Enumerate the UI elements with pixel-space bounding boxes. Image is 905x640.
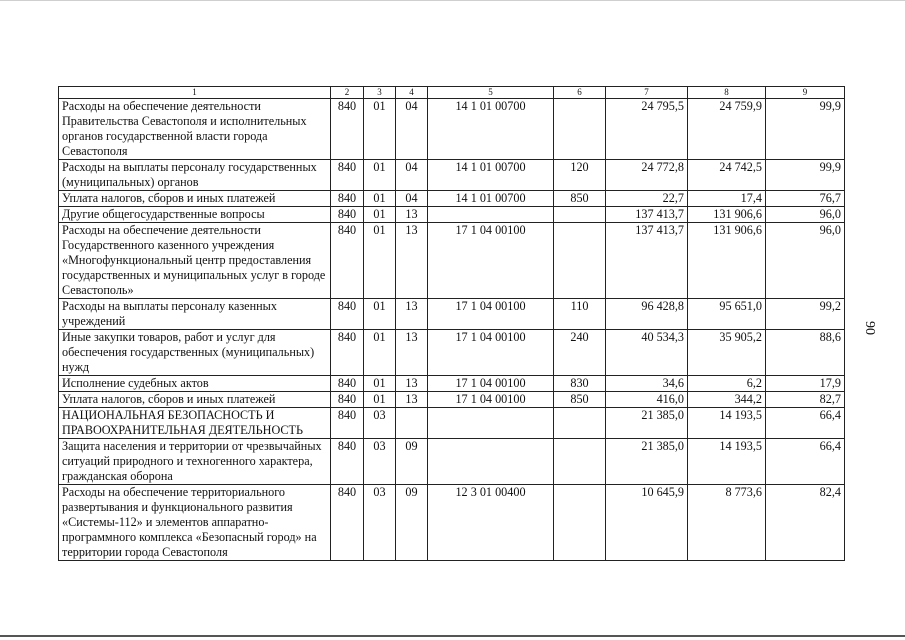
table-row <box>59 160 845 191</box>
cell-col7: 416,0 <box>606 392 688 408</box>
header-cell: 9 <box>766 87 845 99</box>
cell-col5: 17 1 04 00100 <box>428 330 554 376</box>
table-row <box>59 485 845 561</box>
cell-col8: 131 906,6 <box>688 223 766 299</box>
cell-col7: 24 795,5 <box>606 99 688 160</box>
cell-col5: 14 1 01 00700 <box>428 191 554 207</box>
cell-col8: 17,4 <box>688 191 766 207</box>
cell-col7: 34,6 <box>606 376 688 392</box>
header-cell: 7 <box>606 87 688 99</box>
cell-col4 <box>396 408 428 439</box>
table-row <box>59 299 845 330</box>
cell-col3: 01 <box>364 99 396 160</box>
cell-col9: 99,2 <box>766 299 845 330</box>
cell-col3: 01 <box>364 299 396 330</box>
cell-col9: 99,9 <box>766 160 845 191</box>
cell-col7: 137 413,7 <box>606 223 688 299</box>
cell-col7: 21 385,0 <box>606 408 688 439</box>
table-row <box>59 392 845 408</box>
cell-col5: 14 1 01 00700 <box>428 160 554 191</box>
cell-col2: 840 <box>331 207 364 223</box>
cell-col4: 13 <box>396 376 428 392</box>
cell-col5 <box>428 439 554 485</box>
cell-col8: 14 193,5 <box>688 439 766 485</box>
cell-description: Исполнение судебных актов <box>59 376 331 392</box>
header-cell: 2 <box>331 87 364 99</box>
cell-col3: 03 <box>364 439 396 485</box>
table-row <box>59 191 845 207</box>
header-cell: 1 <box>59 87 331 99</box>
cell-col6 <box>554 223 606 299</box>
cell-col4: 13 <box>396 392 428 408</box>
cell-col2: 840 <box>331 223 364 299</box>
cell-col9: 99,9 <box>766 99 845 160</box>
cell-col9: 76,7 <box>766 191 845 207</box>
cell-col2: 840 <box>331 99 364 160</box>
cell-col6 <box>554 439 606 485</box>
cell-col3: 01 <box>364 160 396 191</box>
cell-col5 <box>428 207 554 223</box>
cell-col8: 95 651,0 <box>688 299 766 330</box>
cell-description: Расходы на выплаты персоналу казенных учреждений <box>59 299 331 330</box>
cell-col6 <box>554 99 606 160</box>
table-row <box>59 376 845 392</box>
cell-col9: 82,7 <box>766 392 845 408</box>
cell-col7: 24 772,8 <box>606 160 688 191</box>
cell-col8: 344,2 <box>688 392 766 408</box>
cell-col7: 96 428,8 <box>606 299 688 330</box>
cell-col4: 09 <box>396 439 428 485</box>
cell-col2: 840 <box>331 299 364 330</box>
header-cell: 3 <box>364 87 396 99</box>
cell-col4: 13 <box>396 223 428 299</box>
cell-col3: 03 <box>364 485 396 561</box>
cell-col8: 8 773,6 <box>688 485 766 561</box>
page-top-edge <box>0 0 905 1</box>
cell-col2: 840 <box>331 392 364 408</box>
cell-col3: 01 <box>364 392 396 408</box>
cell-col8: 35 905,2 <box>688 330 766 376</box>
header-row <box>59 87 845 99</box>
cell-col7: 137 413,7 <box>606 207 688 223</box>
cell-col6 <box>554 207 606 223</box>
cell-col4: 04 <box>396 160 428 191</box>
page-bottom-edge <box>0 635 905 637</box>
cell-col5: 17 1 04 00100 <box>428 376 554 392</box>
header-cell: 5 <box>428 87 554 99</box>
table-row <box>59 223 845 299</box>
cell-col8: 14 193,5 <box>688 408 766 439</box>
cell-col6: 850 <box>554 191 606 207</box>
cell-col6 <box>554 408 606 439</box>
cell-col6: 830 <box>554 376 606 392</box>
cell-col6: 110 <box>554 299 606 330</box>
cell-col9: 82,4 <box>766 485 845 561</box>
cell-col5 <box>428 408 554 439</box>
cell-description: Расходы на обеспечение деятельности Правительства Севастополя и исполнительных органов государственной власти города Севастополя <box>59 99 331 160</box>
cell-col6: 850 <box>554 392 606 408</box>
cell-col4: 13 <box>396 207 428 223</box>
cell-col4: 04 <box>396 99 428 160</box>
cell-description: Расходы на обеспечение деятельности Государственного казенного учреждения «Многофункциональный центр предоставления государственных и муниципальных услуг в городе Севастополь» <box>59 223 331 299</box>
cell-col7: 21 385,0 <box>606 439 688 485</box>
cell-description: Уплата налогов, сборов и иных платежей <box>59 191 331 207</box>
table-row <box>59 439 845 485</box>
cell-col3: 01 <box>364 223 396 299</box>
cell-col3: 03 <box>364 408 396 439</box>
cell-col8: 6,2 <box>688 376 766 392</box>
cell-col3: 01 <box>364 207 396 223</box>
page-number: 90 <box>862 321 877 335</box>
cell-col5: 17 1 04 00100 <box>428 392 554 408</box>
cell-col9: 66,4 <box>766 439 845 485</box>
cell-col3: 01 <box>364 330 396 376</box>
cell-col5: 17 1 04 00100 <box>428 223 554 299</box>
cell-col2: 840 <box>331 191 364 207</box>
header-cell: 8 <box>688 87 766 99</box>
cell-col7: 40 534,3 <box>606 330 688 376</box>
cell-col8: 131 906,6 <box>688 207 766 223</box>
budget-table <box>58 86 845 561</box>
cell-col2: 840 <box>331 160 364 191</box>
cell-col9: 17,9 <box>766 376 845 392</box>
cell-col9: 66,4 <box>766 408 845 439</box>
cell-description: Другие общегосударственные вопросы <box>59 207 331 223</box>
cell-description: НАЦИОНАЛЬНАЯ БЕЗОПАСНОСТЬ И ПРАВООХРАНИТЕЛЬНАЯ ДЕЯТЕЛЬНОСТЬ <box>59 408 331 439</box>
cell-description: Уплата налогов, сборов и иных платежей <box>59 392 331 408</box>
cell-col7: 10 645,9 <box>606 485 688 561</box>
cell-col5: 17 1 04 00100 <box>428 299 554 330</box>
cell-col9: 96,0 <box>766 223 845 299</box>
table-row <box>59 99 845 160</box>
cell-col2: 840 <box>331 439 364 485</box>
cell-col3: 01 <box>364 376 396 392</box>
cell-col5: 14 1 01 00700 <box>428 99 554 160</box>
cell-col4: 13 <box>396 299 428 330</box>
cell-col3: 01 <box>364 191 396 207</box>
header-cell: 6 <box>554 87 606 99</box>
cell-col2: 840 <box>331 376 364 392</box>
table-row <box>59 408 845 439</box>
header-cell: 4 <box>396 87 428 99</box>
cell-col9: 96,0 <box>766 207 845 223</box>
cell-description: Расходы на выплаты персоналу государственных (муниципальных) органов <box>59 160 331 191</box>
cell-col2: 840 <box>331 330 364 376</box>
cell-description: Иные закупки товаров, работ и услуг для обеспечения государственных (муниципальных) нужд <box>59 330 331 376</box>
cell-description: Защита населения и территории от чрезвычайных ситуаций природного и техногенного характера, гражданская оборона <box>59 439 331 485</box>
cell-col6: 240 <box>554 330 606 376</box>
cell-col2: 840 <box>331 408 364 439</box>
cell-description: Расходы на обеспечение территориального развертывания и функционального развития «Системы-112» и элементов аппаратно-программного комплекса «Безопасный город» на территории города Севастополя <box>59 485 331 561</box>
cell-col4: 04 <box>396 191 428 207</box>
cell-col6: 120 <box>554 160 606 191</box>
cell-col2: 840 <box>331 485 364 561</box>
cell-col9: 88,6 <box>766 330 845 376</box>
cell-col8: 24 742,5 <box>688 160 766 191</box>
cell-col6 <box>554 485 606 561</box>
cell-col5: 12 3 01 00400 <box>428 485 554 561</box>
cell-col7: 22,7 <box>606 191 688 207</box>
cell-col8: 24 759,9 <box>688 99 766 160</box>
table-body <box>59 99 845 561</box>
table-row <box>59 330 845 376</box>
table-row <box>59 207 845 223</box>
cell-col4: 09 <box>396 485 428 561</box>
cell-col4: 13 <box>396 330 428 376</box>
